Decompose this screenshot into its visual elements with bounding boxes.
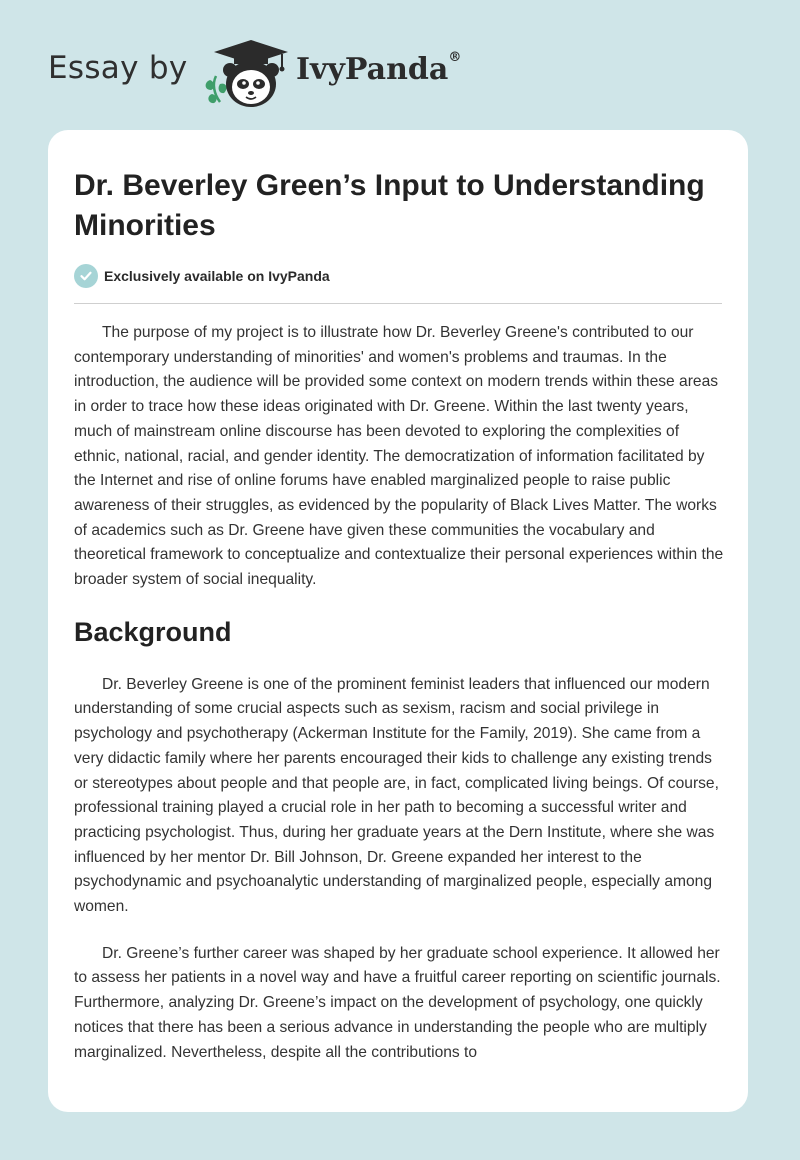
brand-name[interactable]: IvyPanda® <box>296 50 462 87</box>
exclusive-badge-text: Exclusively available on IvyPanda <box>104 268 330 284</box>
background-paragraph: Dr. Greene’s further career was shaped by her graduate school experience. It allowed her to assess her patients in a novel way and have a fruitful career reporting on scientific journals. Furthermore, analyzing Dr. Greene’s impact on the development of psychology, one quickly notices that there has been a serious advance in understanding the people who are multiply marginalized. Nevertheless, despite all the contributions to <box>74 944 721 1061</box>
essay-card <box>48 130 748 1112</box>
essay-title: Dr. Beverley Green’s Input to Understanding Minorities <box>74 169 705 242</box>
essay-body <box>74 321 724 1065</box>
exclusive-badge <box>74 263 330 289</box>
essay-by-label: Essay by <box>48 50 188 86</box>
intro-paragraph: The purpose of my project is to illustrate how Dr. Beverley Greene's contributed to our contemporary understanding of minorities' and women's problems and traumas. In the introduction, the audience will be provided some context on modern trends within these areas in order to trace how these ideas originated with Dr. Greene. Within the last twenty years, much of mainstream online discourse has been devoted to exploring the complexities of ethnic, national, racial, and gender identity. The democratization of information facilitated by the Internet and rise of online forums have enabled marginalized people to raise public awareness of their struggles, as evidenced by the popularity of Black Lives Matter. The works of academics such as Dr. Greene have given these communities the vocabulary and theoretical framework to conceptualize and contextualize their personal experiences within the broader system of social inequality. <box>74 324 724 589</box>
background-paragraph: Dr. Beverley Greene is one of the prominent feminist leaders that influenced our modern understanding of some crucial aspects such as sexism, racism and social privilege in psychology and psychotherapy (Ackerman Institute for the Family, 2019). She came from a very didactic family where her parents encouraged their kids to challenge any existing trends or stereotypes about people and that people are, in fact, complicated living beings. Of course, professional training played a crucial role in her path to becoming a successful writer and practicing psychologist. Thus, during her graduate years at the Dern Institute, where she was influenced by her mentor Dr. Bill Johnson, Dr. Greene expanded her interest to the psychodynamic and psychoanalytic understanding of marginalized people, especially among women. <box>74 675 719 916</box>
registered-mark: ® <box>448 50 462 65</box>
check-circle-icon <box>74 264 98 288</box>
site-header <box>0 0 800 130</box>
section-heading: Background <box>74 616 232 647</box>
panda-graduate-icon[interactable] <box>202 32 296 112</box>
divider <box>74 303 722 304</box>
